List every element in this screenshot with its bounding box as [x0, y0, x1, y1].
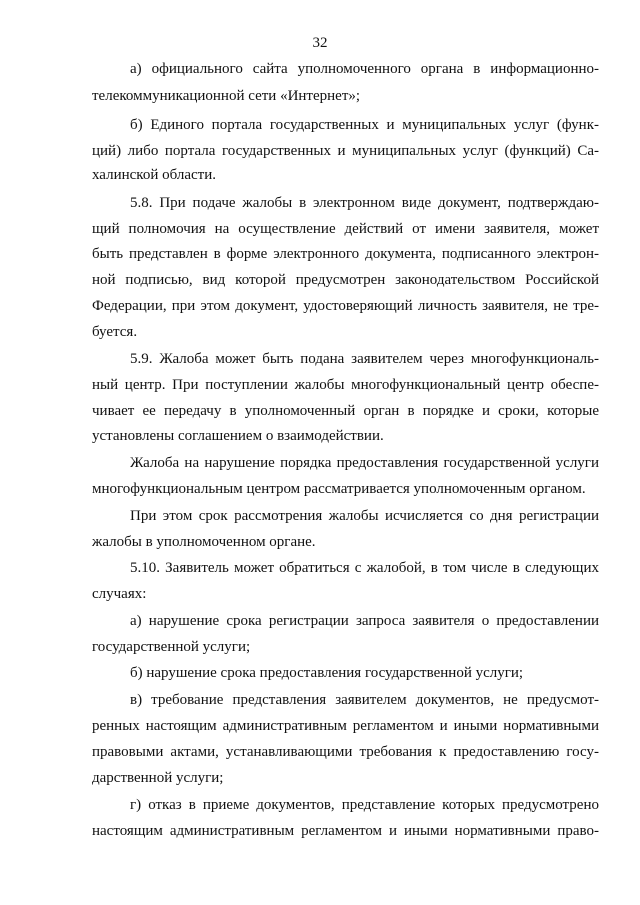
text-line: а) официального сайта уполномоченного органа в информационно-	[130, 61, 599, 77]
text-line: буется.	[92, 324, 138, 340]
text-line: 5.8. При подаче жалобы в электронном виде документ, подтверждаю-	[130, 195, 599, 211]
text-line: ций) либо портала государственных и муниципальных услуг (функций) Са-	[92, 143, 599, 159]
text-line: настоящим административным регламентом и иными нормативными право-	[92, 823, 599, 839]
text-line: Жалоба на нарушение порядка предоставления государственной услуги	[130, 455, 599, 471]
text-line: б) нарушение срока предоставления государственной услуги;	[130, 665, 524, 681]
text-line: халинской области.	[92, 167, 216, 183]
text-line: чивает ее передачу в уполномоченный орган в порядке и сроки, которые	[92, 403, 599, 419]
text-line: Федерации, при этом документ, удостоверяющий личность заявителя, не тре-	[92, 298, 599, 314]
text-line: многофункциональным центром рассматривается уполномоченным органом.	[92, 481, 586, 497]
text-line: случаях:	[92, 586, 147, 602]
text-line: ной подписью, вид которой предусмотрен законодательством Российской	[92, 272, 599, 288]
text-line: государственной услуги;	[92, 639, 251, 655]
text-line: щий полномочия на осуществление действий от имени заявителя, может	[92, 221, 599, 237]
text-line: ный центр. При поступлении жалобы многофункциональный центр обеспе-	[92, 377, 599, 393]
text-line: жалобы в уполномоченном органе.	[92, 534, 316, 550]
text-line: б) Единого портала государственных и муниципальных услуг (функ-	[130, 117, 599, 133]
text-line: г) отказ в приеме документов, представление которых предусмотрено	[130, 797, 599, 813]
text-line: в) требование представления заявителем документов, не предусмот-	[130, 692, 599, 708]
text-line: быть представлен в форме электронного документа, подписанного электрон-	[92, 246, 599, 262]
text-line: установлены соглашением о взаимодействии.	[92, 428, 384, 444]
text-line: 5.10. Заявитель может обратиться с жалобой, в том числе в следующих	[130, 560, 599, 576]
page-number: 32	[312, 35, 328, 51]
text-line: правовыми актами, устанавливающими требования к предоставлению госу-	[92, 744, 599, 760]
text-line: телекоммуникационной сети «Интернет»;	[92, 88, 361, 104]
text-line: дарственной услуги;	[92, 770, 224, 786]
text-line: 5.9. Жалоба может быть подана заявителем через многофункциональ-	[130, 351, 599, 367]
text-line: ренных настоящим административным регламентом и иными нормативными	[92, 718, 599, 734]
text-line: а) нарушение срока регистрации запроса заявителя о предоставлении	[130, 613, 599, 629]
text-line: При этом срок рассмотрения жалобы исчисляется со дня регистрации	[130, 508, 599, 524]
